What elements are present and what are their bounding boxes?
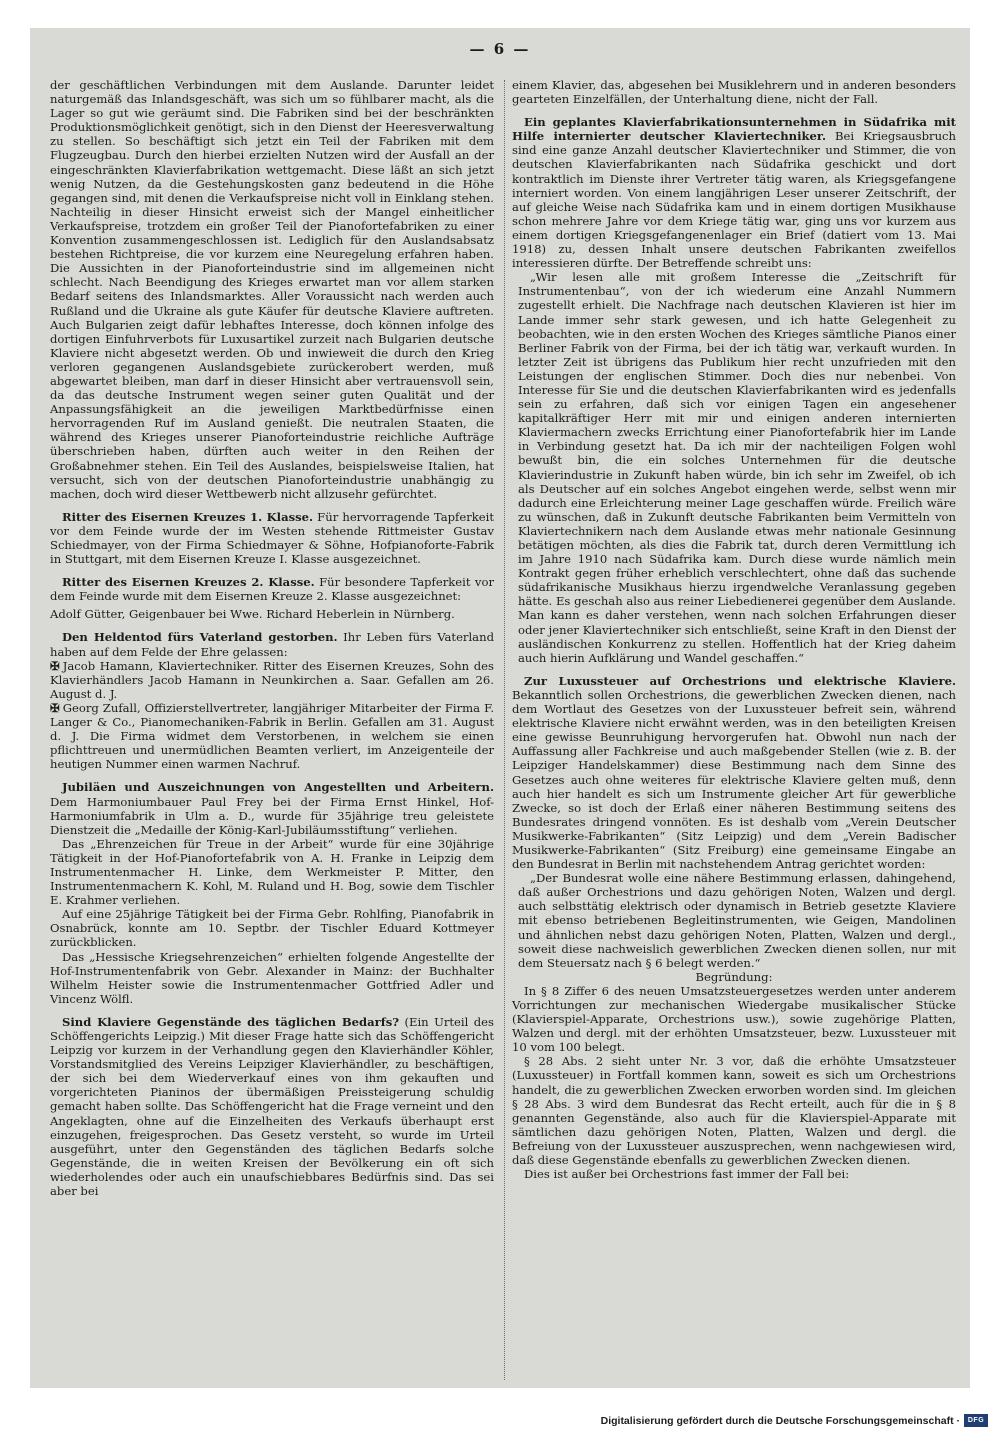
section-heading: Den Heldentod fürs Vaterland gestorben. [62,630,338,645]
paragraph [512,78,956,106]
paragraph-text: „Wir lesen alle mit großem Interesse die „Zeitschrift für Instrumentenbau“, von der ich wiederum eine Anzahl Nummern zugestellt erhielt. Die Nachfrage nach deutschen Klavieren ist hier im Lande immer sehr stark gewesen, und ich hatte Gelegenheit zu beobachten, wie in den ersten Wochen des Krieges sämtliche Pianos einer Berliner Fabrik von der Firma, bei der ich tätig war, verkauft wurden. In letzter Zeit ist übrigens das Publikum hier recht unzufrieden mit den Leistungen der englischen Stimmer. Doch dies nur nebenbei. Von Interesse für Sie und die deutschen Klavierfabrikanten wird es jedenfalls sein zu erfahren, daß sich vor einigen Tagen ein angesehener kapitalkräftiger Herr mit mir und einigen anderen internierten Klaviermachern zwecks Errichtung einer Pianofortefabrik hier im Lande in Verbindung gesetzt hat. Da ich mir der nachteiligen Folgen wohl bewußt bin, die ein solches Unternehmen für die deutsche Klavierindustrie in Zukunft haben würde, bin ich sehr im Zweifel, ob ich als Deutscher auf ein solches Angebot eingehen werde, selbst wenn mir dadurch eine Erleichterung meiner Lage geschaffen würde. Freilich wäre zu wünschen, daß in Zukunft deutsche Fabrikanten beim Vermitteln von Klaviertechnikern nach dem Auslande etwas mehr nationale Gesinnung betätigen möchten, als dies die Fabrik tat, durch deren Vermittlung ich im Jahre 1910 nach Südafrika kam. Durch diese wurde nämlich mein Kontrakt gegen früher erheblich verschlechtert, ohne daß das suchende südafrikanische Musikhaus hierzu irgendwelche Veranlassung gegeben hätte. Es geschah also aus reiner Liebedienerei gegenüber dem Auslande. Man kann es daher verstehen, wenn nach solchen Erfahrungen dieser oder jener Klaviertechniker sich entschließt, seine Kraft in den Dienst der ausländischen Konkurrenz zu stellen. Hoffentlich hat der Krieg daheim auch hierin Aufklärung und Wandel geschaffen.“ [518,270,956,665]
paragraph-text: Das „Hessische Kriegsehrenzeichen“ erhielten folgende Angestellte der Hof-Instrumentenfabrik von Gebr. Alexander in Mainz: der Buchhalter Wilhelm Heister sowie die Instrumentenmacher Gottfried Adler und Vincenz Wölfl. [50,949,494,1006]
paragraph [512,871,956,970]
section-heading: Ritter des Eisernen Kreuzes 1. Klasse. [62,509,314,524]
paragraph-text: Auf eine 25jährige Tätigkeit bei der Firma Gebr. Rohlfing, Pianofabrik in Osnabrück, konnte am 10. Septbr. der Tischler Eduard Kottmeyer zurückblicken. [50,907,494,950]
paragraph-text: Dem Harmoniumbauer Paul Frey bei der Firma Ernst Hinkel, Hof-Harmoniumfabrik in Ulm a. D., wurde für 35jährige treu geleistete Dienstzeit die „Medaille der König-Karl-Jubiläumsstiftung“ verliehen. [50,794,494,837]
dfg-logo: DFG [964,1414,988,1427]
paragraph [50,78,494,501]
paragraph [512,270,956,665]
paragraph-text: (Ein Urteil des Schöffengerichts Leipzig.) Mit dieser Frage hatte sich das Schöffengericht Leipzig vor kurzem in der Verhandlung gegen den Klavierhändler Köhler, Vorstandsmitglied des Vereins Leipziger Klavierhändler, zu beschäftigen, der sich bei dem Wiederverkauf eines von ihm gekauften und vorgerichteten Pianinos der übermäßigen Preissteigerung schuldig gemacht haben sollte. Das Schöffengericht hat die Frage verneint und den Angeklagten, ohne auf die Einzelheiten des Verkaufs überhaupt erst einzugehen, freigesprochen. Das Gesetz versteht, so wurde im Urteil ausgeführt, unter den Gegenständen des täglichen Bedarfs solche Gegenstände, die in weiten Kreisen der Bevölkerung ein oft sich wiederholendes oder auch ein unaufschiebbares Bedürfnis sind. Das sei aber bei [50,1014,494,1199]
section-heading: Zur Luxussteuer auf Orchestrions und elektrische Klaviere. [524,673,956,688]
paragraph [512,1167,956,1181]
paragraph-text: § 28 Abs. 2 sieht unter Nr. 3 vor, daß die erhöhte Umsatzsteuer (Luxussteuer) in Fortfall kommen kann, soweit es sich um Orchestrions handelt, die zu gewerblichen Zwecken erworben worden sind. Im gleichen § 28 Abs. 3 wird dem Bundesrat das Recht erteilt, auch für die in § 8 genannten Gegenstände, also auch für die Klavierspiel-Apparate mit sämtlichen dazu gehörigen Noten, Platten, Walzen und dergl. die Befreiung von der Luxussteuer auszusprechen, wenn nachgewiesen wird, daß diese Gegenstände ebenfalls zu gewerblichen Zwecken dienen. [512,1054,956,1168]
paragraph-text: „Der Bundesrat wolle eine nähere Bestimmung erlassen, dahingehend, daß außer Orchestrions und dazu gehörigen Noten, Walzen und dergl. auch selbsttätig elektrisch oder dynamisch in Betrieb gesetzte Klaviere mit ebenso betriebenen Begleitinstrumenten, wie Geigen, Mandolinen und ähnlichen nebst dazu gehörigen Noten, Platten, Walzen und dergl., soweit diese nachweislich gewerblichen Zwecken dienen sollen, nur mit dem Steuersatz nach § 6 belegt werden.“ [518,871,956,970]
left-column [50,78,494,1198]
paragraph-text: Ihr Leben fürs Vaterland haben auf dem Felde der Ehre gelassen: [50,630,494,659]
paragraph-text: Für hervorragende Tapferkeit vor dem Feinde wurde der im Westen stehende Rittmeister Gustav Schiedmayer, von der Firma Schiedmayer & Söhne, Hofpianoforte-Fabrik in Stuttgart, mit dem Eisernen Kreuze I. Klasse ausgezeichnet. [50,509,494,567]
paragraph [50,607,494,621]
page-number: — 6 — [469,40,531,58]
paragraph [50,701,494,771]
iron-cross-icon: ✠ [50,700,60,715]
section-heading: Jubiläen und Auszeichnungen von Angestellten und Arbeitern. [62,780,494,795]
paragraph-text: Bei Kriegsausbruch sind eine ganze Anzahl deutscher Klaviertechniker und Stimmer, die von deutschen Klavierfabrikanten nach Südafrika geschickt und dort kontraktlich im Dienste ihrer Vertreter tätig waren, als Kriegsgefangene interniert worden. Von einem langjährigen Leser unserer Zeitschrift, der auf gleiche Weise nach Südafrika kam und in einem dortigen Musikhause schon mehrere Jahre vor dem Kriege tätig war, ging uns vor kurzem aus einem dortigen Kriegsgefangenenlager ein Brief (datiert vom 13. Mai 1918) zu, dessen Inhalt unsere deutschen Fabrikanten zweifellos interessieren dürfte. Der Betreffende schreibt uns: [512,129,956,271]
paragraph-text: Das „Ehrenzeichen für Treue in der Arbeit“ wurde für eine 30jährige Tätigkeit in der Hof-Pianofortefabrik von A. H. Franke in Leipzig dem Instrumentenmacher H. Linke, dem Werkmeister P. Mitter, den Instrumentenmachern K. Kohl, M. Ruland und H. Bog, sowie dem Tischler E. Krahmer verliehen. [50,836,494,908]
paragraph-text: In § 8 Ziffer 6 des neuen Umsatzsteuergesetzes werden unter anderem Vorrichtungen zur mechanischen Wiedergabe musikalischer Stücke (Klavierspiel-Apparate, Orchestrions usw.), sowie zugehörige Platten, Walzen und dergl. mit der erhöhten Umsatzsteuer, bezw. Luxussteuer mit 10 vom 100 belegt. [512,983,956,1055]
paragraph [50,837,494,907]
paragraph-text: Begründung: [695,969,773,984]
section-heading: Sind Klaviere Gegenstände des täglichen Bedarfs? [62,1014,400,1029]
right-column [512,78,956,1181]
paragraph-text: Bekanntlich sollen Orchestrions, die gewerblichen Zwecken dienen, nach dem Wortlaut des Gesetzes von der Luxussteuer befreit sein, während elektrische Klaviere nicht erwähnt werden, was in den beteiligten Kreisen eine gewisse Beunruhigung hervorgerufen hat. Obwohl nun nach der Auffassung aller Fachkreise und auch maßgebender Stellen (wie z. B. der Leipziger Handelskammer) diese Bestimmung nach dem Sinne des Gesetzes auch ohne weiteres für elektrische Klaviere gelten muß, denn auch hier handelt es sich um Instrumente gleicher Art für gewerbliche Zwecke, so ist doch der Erlaß einer näheren Bestimmung seitens des Bundesrates dringend vonnöten. Es ist deshalb vom „Verein Deutscher Musikwerke-Fabrikanten“ (Sitz Leipzig) und dem „Verein Badischer Musikwerke-Fabrikanten“ (Sitz Freiburg) eine gemeinsame Eingabe an den Bundesrat in Berlin mit nachstehendem Antrag gerichtet worden: [512,687,956,872]
paragraph [512,1054,956,1167]
paragraph [50,575,494,603]
column-divider [504,80,505,1380]
credit-text: Digitalisierung gefördert durch die Deutsche Forschungsgemeinschaft · [600,1414,960,1427]
digitization-credit [601,1414,988,1427]
paragraph-text: Dies ist außer bei Orchestrions fast immer der Fall bei: [524,1167,850,1182]
paragraph-text: der geschäftlichen Verbindungen mit dem Auslande. Darunter leidet naturgemäß das Inlandsgeschäft, was sich um so fühlbarer macht, als die Lager so gut wie geräumt sind. Die Fabriken sind bei der beschränkten Produktionsmöglichkeit genötigt, sich in den Dienst der Heeresverwaltung zu stellen. So beschäftigt sich jetzt ein Teil der Fabriken mit dem Flugzeugbau. Durch den hierbei erzielten Nutzen wird der Ausfall an der eingeschränkten Klavierfabrikation wettgemacht. Diese läßt an sich jetzt wenig Nutzen, da die Gestehungskosten ganz bedeutend in die Höhe gegangen sind, mit denen die Verkaufspreise nicht voll in Einklang stehen. Nachteilig in dieser Hinsicht erweist sich der Mangel einheitlicher Verkaufspreise, trotzdem ein großer Teil der Pianofortefabriken zu einer Konvention zusammengeschlossen ist. Lediglich für den Auslandsabsatz bestehen Richtpreise, die vor kurzem eine Neuregelung erfahren haben. Die Aussichten in der Pianoforteindustrie sind im allgemeinen nicht schlecht. Nach Beendigung des Krieges erwartet man vor allem starken Bedarf seitens des Inlandsmarktes. Aller Voraussicht nach werden auch Rußland und die Ukraine als gute Käufer für deutsche Klaviere auftreten. Auch Bulgarien zeigt dafür lebhaftes Interesse, doch können infolge des dortigen Einfuhrverbots für Luxusartikel zurzeit nach Bulgarien deutsche Klaviere nicht abgesetzt werden. Ob und inwieweit die durch den Krieg verloren gegangenen Auslandsgebiete zurückerobert werden, muß abgewartet bleiben, man darf in dieser Hinsicht aber vertrauensvoll sein, da das deutsche Instrument wegen seiner guten Qualität und der Anpassungsfähigkeit an die jeweiligen Marktbedürfnisse einen hervorragenden Ruf im Ausland genießt. Die neutralen Staaten, die während des Krieges unserer Pianoforteindustrie reichliche Aufträge überschrieben haben, dürften auch weiter in den Reihen der Großabnehmer stehen. Ein Teil des Auslandes, beispielsweise Italien, hat versucht, sich von der deutschen Pianoforteindustrie unabhängig zu machen, doch wird dieser Wettbewerb nicht allzusehr gefürchtet. [50,78,494,501]
paragraph [50,1015,494,1198]
paragraph [512,970,956,984]
scanned-page [30,28,970,1388]
section-heading: Ein geplantes Klavierfabrikationsunternehmen in Südafrika mit Hilfe internierter deutscher Klaviertechniker. [512,115,956,144]
paragraph [50,780,494,836]
paragraph-text: Für besondere Tapferkeit vor dem Feinde wurde mit dem Eisernen Kreuze 2. Klasse ausgezeichnet: [50,575,494,604]
paragraph-text: Georg Zufall, Offizierstellvertreter, langjähriger Mitarbeiter der Firma F. Langer & Co., Pianomechaniken-Fabrik in Berlin. Gefallen am 31. August d. J. Die Firma widmet dem Verstorbenen, in welchem sie einen pflichttreuen und unermüdlichen Beamten verliert, im Anzeigenteile der heutigen Nummer einen warmen Nachruf. [50,700,494,772]
section-heading: Ritter des Eisernen Kreuzes 2. Klasse. [62,575,315,590]
iron-cross-icon: ✠ [50,658,60,673]
paragraph [50,659,494,701]
paragraph-text: Jacob Hamann, Klaviertechniker. Ritter des Eisernen Kreuzes, Sohn des Klavierhändlers Jacob Hamann in Neunkirchen a. Saar. Gefallen am 26. August d. J. [50,658,494,701]
paragraph [50,950,494,1006]
paragraph [512,115,956,270]
paragraph [50,907,494,949]
paragraph [512,674,956,871]
paragraph-text: einem Klavier, das, abgesehen bei Musiklehrern und in anderen besonders gearteten Einzelfällen, der Unterhaltung diene, nicht der Fall. [512,78,956,107]
paragraph [512,984,956,1054]
paragraph [50,630,494,658]
paragraph-text: Adolf Gütter, Geigenbauer bei Wwe. Richard Heberlein in Nürnberg. [50,607,455,622]
paragraph [50,510,494,566]
